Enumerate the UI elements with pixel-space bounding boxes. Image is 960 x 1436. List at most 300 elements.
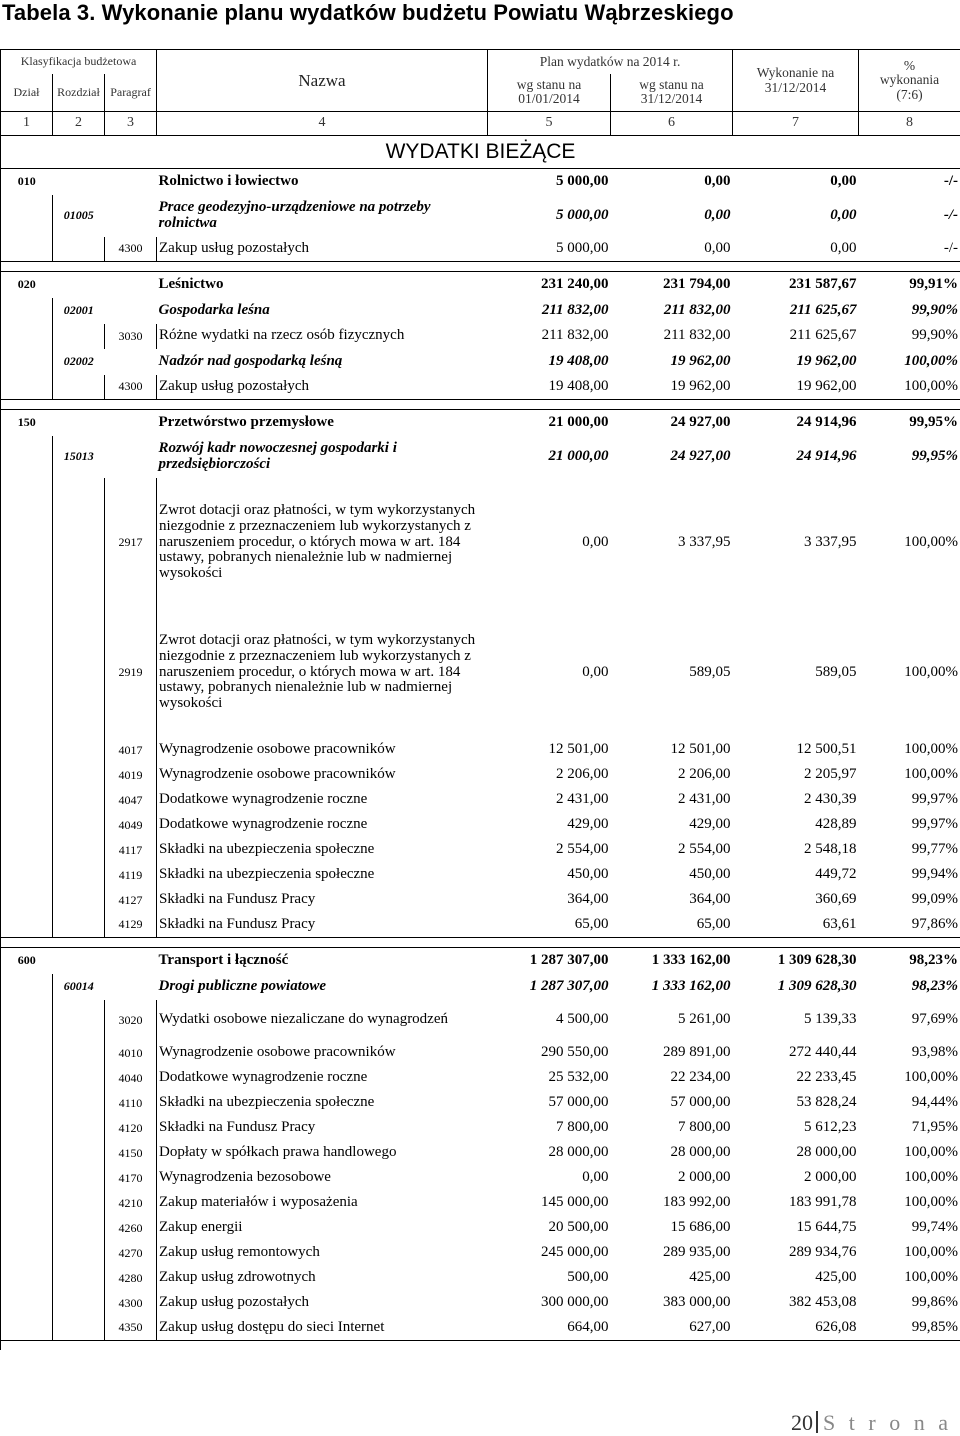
- column-number: 1: [1, 112, 53, 136]
- execution-percent: 99,90%: [859, 298, 960, 324]
- paragraf-code: 4010: [105, 1041, 157, 1066]
- table-row-par: [1, 763, 960, 788]
- row-spacer-cell: [1, 400, 960, 410]
- row-spacer: [1, 400, 960, 410]
- header-nazwa: Nazwa: [157, 50, 488, 112]
- row-spacer-cell: [1, 262, 960, 272]
- plan-start-value: 5 000,00: [488, 237, 611, 262]
- item-name: Dodatkowe wynagrodzenie roczne: [157, 1066, 488, 1091]
- dzial-code: [1, 1291, 53, 1316]
- column-number: 8: [859, 112, 960, 136]
- paragraf-code: 4260: [105, 1216, 157, 1241]
- execution-value: 1 309 628,30: [733, 974, 859, 1000]
- rozdzial-code: [53, 608, 105, 738]
- dzial-code: [1, 608, 53, 738]
- header-procent-line1: %: [861, 59, 958, 73]
- plan-start-value: 0,00: [488, 1166, 611, 1191]
- execution-value: 2 430,39: [733, 788, 859, 813]
- execution-value: 2 205,97: [733, 763, 859, 788]
- plan-start-value: 5 000,00: [488, 169, 611, 195]
- paragraf-code: 4350: [105, 1316, 157, 1341]
- rozdzial-code: [53, 738, 105, 763]
- item-name: Zwrot dotacji oraz płatności, w tym wykorzystanych niezgodnie z przeznaczeniem lub wykorzystanych z naruszeniem procedur, o których mowa w art. 184 ustawy, pobranych nienależnie lub w nadmiernej wysokości: [157, 478, 488, 608]
- table-row-par: [1, 1191, 960, 1216]
- execution-percent: 99,97%: [859, 788, 960, 813]
- header-plan-start-line2: 01/01/2014: [490, 92, 608, 106]
- execution-percent: 99,91%: [859, 272, 960, 298]
- dzial-code: [1, 298, 53, 324]
- execution-value: 449,72: [733, 863, 859, 888]
- row-spacer-cell: [1, 938, 960, 948]
- item-name: Zakup usług pozostałych: [157, 375, 488, 400]
- rozdzial-code: [53, 863, 105, 888]
- dzial-code: [1, 1141, 53, 1166]
- plan-start-value: 450,00: [488, 863, 611, 888]
- plan-end-value: 2 000,00: [611, 1166, 733, 1191]
- plan-end-value: 5 261,00: [611, 1000, 733, 1041]
- plan-end-value: 429,00: [611, 813, 733, 838]
- execution-percent: 100,00%: [859, 1166, 960, 1191]
- rozdzial-code: [53, 838, 105, 863]
- execution-value: 24 914,96: [733, 436, 859, 478]
- expenditure-table: [0, 49, 960, 1350]
- table-row-sec: [1, 169, 960, 195]
- plan-start-value: 300 000,00: [488, 1291, 611, 1316]
- execution-value: 53 828,24: [733, 1091, 859, 1116]
- plan-end-value: 2 554,00: [611, 838, 733, 863]
- plan-end-value: 24 927,00: [611, 410, 733, 436]
- dzial-code: [1, 1241, 53, 1266]
- plan-start-value: 57 000,00: [488, 1091, 611, 1116]
- header-wykonanie-line1: Wykonanie na: [735, 66, 856, 80]
- column-number: 3: [105, 112, 157, 136]
- paragraf-code: 3020: [105, 1000, 157, 1041]
- item-name: Składki na ubezpieczenia społeczne: [157, 863, 488, 888]
- table-row-par: [1, 913, 960, 938]
- header-procent: [859, 50, 960, 112]
- item-name: Składki na ubezpieczenia społeczne: [157, 838, 488, 863]
- plan-end-value: 0,00: [611, 169, 733, 195]
- dzial-code: [1, 863, 53, 888]
- dzial-code: [1, 813, 53, 838]
- rozdzial-code: [53, 1041, 105, 1066]
- plan-start-value: 211 832,00: [488, 324, 611, 349]
- plan-start-value: 2 431,00: [488, 788, 611, 813]
- plan-end-value: 12 501,00: [611, 738, 733, 763]
- item-name: Zakup energii: [157, 1216, 488, 1241]
- plan-start-value: 65,00: [488, 913, 611, 938]
- execution-percent: 98,23%: [859, 974, 960, 1000]
- paragraf-code: 4127: [105, 888, 157, 913]
- dzial-code: [1, 478, 53, 608]
- dzial-code: [1, 195, 53, 237]
- plan-end-value: 211 832,00: [611, 324, 733, 349]
- table-row-par: [1, 1141, 960, 1166]
- item-name: Zakup usług pozostałych: [157, 237, 488, 262]
- execution-percent: 71,95%: [859, 1116, 960, 1141]
- plan-end-value: 231 794,00: [611, 272, 733, 298]
- execution-percent: -/-: [859, 195, 960, 237]
- plan-start-value: 20 500,00: [488, 1216, 611, 1241]
- plan-start-value: 0,00: [488, 608, 611, 738]
- execution-percent: 99,95%: [859, 410, 960, 436]
- paragraf-code: 4300: [105, 375, 157, 400]
- plan-end-value: 15 686,00: [611, 1216, 733, 1241]
- column-number: 7: [733, 112, 859, 136]
- rozdzial-code: 02002: [53, 349, 105, 375]
- execution-value: 24 914,96: [733, 410, 859, 436]
- dzial-code: 600: [1, 948, 53, 974]
- column-number: 5: [488, 112, 611, 136]
- plan-end-value: 627,00: [611, 1316, 733, 1341]
- paragraf-code: 4017: [105, 738, 157, 763]
- execution-percent: 99,85%: [859, 1316, 960, 1341]
- rozdzial-code: [53, 788, 105, 813]
- execution-percent: 100,00%: [859, 478, 960, 608]
- execution-percent: 100,00%: [859, 375, 960, 400]
- execution-value: 0,00: [733, 237, 859, 262]
- execution-value: 2 000,00: [733, 1166, 859, 1191]
- dzial-code: [1, 788, 53, 813]
- dzial-code: [1, 324, 53, 349]
- paragraf-code: 4120: [105, 1116, 157, 1141]
- rozdzial-code: [53, 1241, 105, 1266]
- execution-value: 28 000,00: [733, 1141, 859, 1166]
- plan-end-value: 3 337,95: [611, 478, 733, 608]
- paragraf-code: [105, 948, 157, 974]
- execution-value: 289 934,76: [733, 1241, 859, 1266]
- plan-end-value: 65,00: [611, 913, 733, 938]
- execution-percent: 99,77%: [859, 838, 960, 863]
- dzial-code: [1, 375, 53, 400]
- plan-start-value: 364,00: [488, 888, 611, 913]
- rozdzial-code: 60014: [53, 974, 105, 1000]
- table-row-par: [1, 863, 960, 888]
- execution-value: 382 453,08: [733, 1291, 859, 1316]
- page-label: S t r o n a: [823, 1410, 952, 1435]
- execution-value: 19 962,00: [733, 349, 859, 375]
- dzial-code: [1, 1316, 53, 1341]
- table-row-par: [1, 1166, 960, 1191]
- item-name: Nadzór nad gospodarką leśną: [157, 349, 488, 375]
- column-number: 4: [157, 112, 488, 136]
- rozdzial-code: [53, 1191, 105, 1216]
- plan-start-value: 500,00: [488, 1266, 611, 1291]
- plan-end-value: 2 431,00: [611, 788, 733, 813]
- table-row-par: [1, 1041, 960, 1066]
- paragraf-code: [105, 974, 157, 1000]
- plan-end-value: 589,05: [611, 608, 733, 738]
- execution-value: 12 500,51: [733, 738, 859, 763]
- execution-value: 626,08: [733, 1316, 859, 1341]
- paragraf-code: 4129: [105, 913, 157, 938]
- item-name: Wynagrodzenie osobowe pracowników: [157, 1041, 488, 1066]
- table-row-par: [1, 478, 960, 608]
- plan-start-value: 664,00: [488, 1316, 611, 1341]
- table-row-par: [1, 1000, 960, 1041]
- rozdzial-code: [53, 763, 105, 788]
- execution-percent: 99,74%: [859, 1216, 960, 1241]
- execution-percent: 98,23%: [859, 948, 960, 974]
- item-name: Zwrot dotacji oraz płatności, w tym wykorzystanych niezgodnie z przeznaczeniem lub wykorzystanych z naruszeniem procedur, o których mowa w art. 184 ustawy, pobranych nienależnie lub w nadmiernej wysokości: [157, 608, 488, 738]
- plan-end-value: 289 891,00: [611, 1041, 733, 1066]
- rozdzial-code: [53, 1216, 105, 1241]
- item-name: Zakup materiałów i wyposażenia: [157, 1191, 488, 1216]
- plan-start-value: 28 000,00: [488, 1141, 611, 1166]
- execution-percent: 99,90%: [859, 324, 960, 349]
- table-row-par: [1, 1241, 960, 1266]
- paragraf-code: 4117: [105, 838, 157, 863]
- dzial-code: [1, 1041, 53, 1066]
- rozdzial-code: [53, 324, 105, 349]
- rozdzial-code: [53, 1066, 105, 1091]
- execution-percent: 99,86%: [859, 1291, 960, 1316]
- execution-value: 428,89: [733, 813, 859, 838]
- table-row-par: [1, 375, 960, 400]
- paragraf-code: 4280: [105, 1266, 157, 1291]
- plan-end-value: 28 000,00: [611, 1141, 733, 1166]
- plan-start-value: 2 554,00: [488, 838, 611, 863]
- paragraf-code: [105, 272, 157, 298]
- rozdzial-code: [53, 888, 105, 913]
- execution-value: 0,00: [733, 169, 859, 195]
- dzial-code: [1, 763, 53, 788]
- column-number: 2: [53, 112, 105, 136]
- dzial-code: [1, 1216, 53, 1241]
- header-paragraf: Paragraf: [105, 74, 157, 112]
- paragraf-code: 4047: [105, 788, 157, 813]
- table-row-par: [1, 1266, 960, 1291]
- table-row-sec: [1, 410, 960, 436]
- plan-start-value: 231 240,00: [488, 272, 611, 298]
- item-name: Dopłaty w spółkach prawa handlowego: [157, 1141, 488, 1166]
- execution-value: 15 644,75: [733, 1216, 859, 1241]
- execution-value: 0,00: [733, 195, 859, 237]
- header-plan-start-line1: wg stanu na: [490, 78, 608, 92]
- execution-value: 2 548,18: [733, 838, 859, 863]
- table-row-sub: [1, 436, 960, 478]
- execution-percent: 94,44%: [859, 1091, 960, 1116]
- plan-end-value: 211 832,00: [611, 298, 733, 324]
- paragraf-code: 2917: [105, 478, 157, 608]
- item-name: Leśnictwo: [157, 272, 488, 298]
- rozdzial-code: [53, 913, 105, 938]
- table-row-par: [1, 738, 960, 763]
- item-name: Wynagrodzenie osobowe pracowników: [157, 763, 488, 788]
- execution-value: 211 625,67: [733, 324, 859, 349]
- execution-value: 19 962,00: [733, 375, 859, 400]
- rozdzial-code: 02001: [53, 298, 105, 324]
- execution-percent: 100,00%: [859, 763, 960, 788]
- header-plan-start: [488, 74, 611, 112]
- execution-percent: 93,98%: [859, 1041, 960, 1066]
- table-row-par: [1, 1291, 960, 1316]
- rozdzial-code: [53, 237, 105, 262]
- table-row-par: [1, 1216, 960, 1241]
- dzial-code: 150: [1, 410, 53, 436]
- plan-end-value: 19 962,00: [611, 375, 733, 400]
- execution-percent: 99,09%: [859, 888, 960, 913]
- item-name: Różne wydatki na rzecz osób fizycznych: [157, 324, 488, 349]
- table-row-par: [1, 608, 960, 738]
- paragraf-code: [105, 169, 157, 195]
- execution-value: 425,00: [733, 1266, 859, 1291]
- item-name: Drogi publiczne powiatowe: [157, 974, 488, 1000]
- dzial-code: [1, 1000, 53, 1041]
- row-spacer: [1, 1341, 960, 1351]
- table-row-sub: [1, 974, 960, 1000]
- plan-start-value: 4 500,00: [488, 1000, 611, 1041]
- execution-percent: -/-: [859, 237, 960, 262]
- item-name: Wydatki osobowe niezaliczane do wynagrodzeń: [157, 1000, 488, 1041]
- rozdzial-code: 15013: [53, 436, 105, 478]
- table-row-par: [1, 1066, 960, 1091]
- plan-end-value: 1 333 162,00: [611, 974, 733, 1000]
- table-row-par: [1, 813, 960, 838]
- rozdzial-code: [53, 1316, 105, 1341]
- plan-end-value: 24 927,00: [611, 436, 733, 478]
- table-row-par: [1, 788, 960, 813]
- dzial-code: [1, 1191, 53, 1216]
- header-plan-end-line1: wg stanu na: [613, 78, 730, 92]
- dzial-code: [1, 1166, 53, 1191]
- plan-end-value: 57 000,00: [611, 1091, 733, 1116]
- execution-value: 183 991,78: [733, 1191, 859, 1216]
- plan-start-value: 25 532,00: [488, 1066, 611, 1091]
- rozdzial-code: [53, 948, 105, 974]
- plan-start-value: 245 000,00: [488, 1241, 611, 1266]
- item-name: Dodatkowe wynagrodzenie roczne: [157, 813, 488, 838]
- header-dzial: Dział: [1, 74, 53, 112]
- paragraf-code: 4119: [105, 863, 157, 888]
- header-plan-end: [611, 74, 733, 112]
- paragraf-code: 4270: [105, 1241, 157, 1266]
- footer-separator: [816, 1411, 818, 1433]
- item-name: Zakup usług remontowych: [157, 1241, 488, 1266]
- plan-start-value: 211 832,00: [488, 298, 611, 324]
- execution-percent: 100,00%: [859, 1266, 960, 1291]
- execution-percent: 97,69%: [859, 1000, 960, 1041]
- plan-start-value: 0,00: [488, 478, 611, 608]
- item-name: Składki na Fundusz Pracy: [157, 1116, 488, 1141]
- rozdzial-code: [53, 1116, 105, 1141]
- paragraf-code: 4040: [105, 1066, 157, 1091]
- section-banner: WYDATKI BIEŻĄCE: [1, 136, 960, 169]
- paragraf-code: 4210: [105, 1191, 157, 1216]
- plan-end-value: 2 206,00: [611, 763, 733, 788]
- table-row-par: [1, 838, 960, 863]
- execution-percent: 100,00%: [859, 1066, 960, 1091]
- execution-value: 211 625,67: [733, 298, 859, 324]
- plan-start-value: 145 000,00: [488, 1191, 611, 1216]
- execution-percent: 100,00%: [859, 349, 960, 375]
- plan-start-value: 1 287 307,00: [488, 974, 611, 1000]
- execution-percent: -/-: [859, 169, 960, 195]
- paragraf-code: 4110: [105, 1091, 157, 1116]
- rozdzial-code: [53, 1291, 105, 1316]
- plan-start-value: 2 206,00: [488, 763, 611, 788]
- item-name: Wynagrodzenie osobowe pracowników: [157, 738, 488, 763]
- plan-end-value: 0,00: [611, 237, 733, 262]
- execution-value: 272 440,44: [733, 1041, 859, 1066]
- plan-start-value: 21 000,00: [488, 436, 611, 478]
- table-row-sub: [1, 195, 960, 237]
- plan-end-value: 1 333 162,00: [611, 948, 733, 974]
- header-plan-end-line2: 31/12/2014: [613, 92, 730, 106]
- rozdzial-code: [53, 813, 105, 838]
- execution-percent: 99,94%: [859, 863, 960, 888]
- header-procent-line2: wykonania: [861, 73, 958, 87]
- dzial-code: [1, 1116, 53, 1141]
- item-name: Wynagrodzenia bezosobowe: [157, 1166, 488, 1191]
- paragraf-code: [105, 349, 157, 375]
- execution-value: 5 612,23: [733, 1116, 859, 1141]
- execution-value: 360,69: [733, 888, 859, 913]
- paragraf-code: [105, 298, 157, 324]
- item-name: Rozwój kadr nowoczesnej gospodarki i przedsiębiorczości: [157, 436, 488, 478]
- rozdzial-code: [53, 478, 105, 608]
- execution-value: 231 587,67: [733, 272, 859, 298]
- rozdzial-code: [53, 1266, 105, 1291]
- execution-percent: 100,00%: [859, 608, 960, 738]
- header-wykonanie: [733, 50, 859, 112]
- execution-value: 1 309 628,30: [733, 948, 859, 974]
- item-name: Dodatkowe wynagrodzenie roczne: [157, 788, 488, 813]
- plan-end-value: 22 234,00: [611, 1066, 733, 1091]
- plan-start-value: 429,00: [488, 813, 611, 838]
- paragraf-code: 2919: [105, 608, 157, 738]
- execution-percent: 100,00%: [859, 738, 960, 763]
- dzial-code: 020: [1, 272, 53, 298]
- item-name: Rolnictwo i łowiectwo: [157, 169, 488, 195]
- execution-value: 589,05: [733, 608, 859, 738]
- header-rozdzial: Rozdział: [53, 74, 105, 112]
- execution-percent: 100,00%: [859, 1191, 960, 1216]
- plan-start-value: 5 000,00: [488, 195, 611, 237]
- table-row-par: [1, 324, 960, 349]
- paragraf-code: 3030: [105, 324, 157, 349]
- table-row-sub: [1, 349, 960, 375]
- plan-start-value: 12 501,00: [488, 738, 611, 763]
- dzial-code: 010: [1, 169, 53, 195]
- rozdzial-code: [53, 1166, 105, 1191]
- dzial-code: [1, 974, 53, 1000]
- dzial-code: [1, 913, 53, 938]
- dzial-code: [1, 237, 53, 262]
- dzial-code: [1, 738, 53, 763]
- column-number: 6: [611, 112, 733, 136]
- table-row-par: [1, 1091, 960, 1116]
- execution-percent: 97,86%: [859, 913, 960, 938]
- table-row-par: [1, 888, 960, 913]
- plan-end-value: 383 000,00: [611, 1291, 733, 1316]
- rozdzial-code: [53, 1000, 105, 1041]
- paragraf-code: 4049: [105, 813, 157, 838]
- plan-end-value: 450,00: [611, 863, 733, 888]
- dzial-code: [1, 888, 53, 913]
- table-row-sec: [1, 272, 960, 298]
- rozdzial-code: [53, 375, 105, 400]
- header-plan: Plan wydatków na 2014 r.: [488, 50, 733, 74]
- header-wykonanie-line2: 31/12/2014: [735, 81, 856, 95]
- paragraf-code: 4300: [105, 1291, 157, 1316]
- paragraf-code: [105, 195, 157, 237]
- plan-end-value: 364,00: [611, 888, 733, 913]
- rozdzial-code: [53, 410, 105, 436]
- rozdzial-code: [53, 1091, 105, 1116]
- dzial-code: [1, 838, 53, 863]
- table-row-par: [1, 237, 960, 262]
